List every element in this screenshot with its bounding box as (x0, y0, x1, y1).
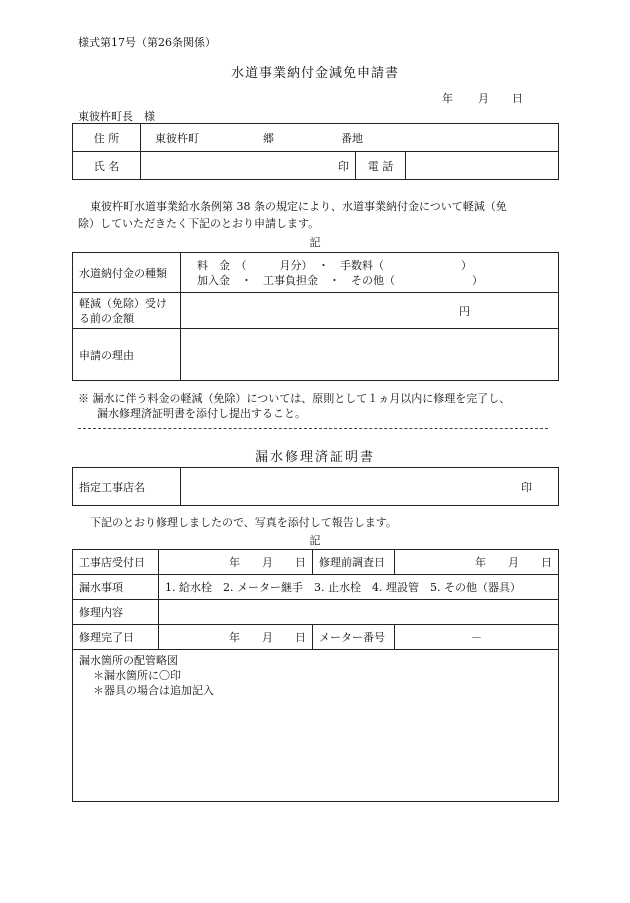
address-banchi: 番地 (341, 132, 363, 145)
cut-line-divider (78, 428, 548, 429)
note-line-2: 漏水修理済証明書を添付し提出すること。 (97, 407, 306, 420)
date-month: 月 (478, 92, 489, 105)
amount-label (73, 293, 181, 329)
repair-content-field[interactable] (159, 600, 559, 625)
certificate-ki-label: 記 (309, 534, 321, 547)
diagram-title: 漏水箇所の配管略図 (79, 654, 178, 667)
meter-label: メーター番号 (313, 625, 395, 650)
amount-field[interactable] (181, 293, 559, 329)
seal-mark: 印 (338, 159, 349, 173)
report-text: 下記のとおり修理しましたので、写真を添付して報告します。 (90, 516, 397, 529)
type-options[interactable] (181, 253, 559, 293)
diagram-area[interactable] (73, 650, 559, 802)
reason-field[interactable] (181, 329, 559, 381)
diagram-note-1: ＊漏水箇所に〇印 (93, 669, 181, 682)
contractor-label: 指定工事店名 (73, 468, 181, 506)
diagram-note-2: ＊器具の場合は追加記入 (93, 684, 214, 697)
note-line-1: ※ 漏水に伴う料金の軽減（免除）については、原則として１ヵ月以内に修理を完了し、 (78, 392, 511, 405)
applicant-table (72, 123, 559, 180)
address-label: 住 所 (73, 124, 141, 152)
received-label: 工事店受付日 (73, 550, 159, 575)
leak-item-label: 漏水事項 (73, 575, 159, 600)
name-label: 氏 名 (73, 152, 141, 180)
repair-content-label: 修理内容 (73, 600, 159, 625)
received-date-parts: 年 月 日 (229, 556, 306, 569)
inspection-date-field[interactable] (395, 550, 559, 575)
reason-label: 申請の理由 (73, 329, 181, 381)
inspection-date-parts: 年 月 日 (475, 556, 552, 569)
inspection-label: 修理前調査日 (313, 550, 395, 575)
completion-label: 修理完了日 (73, 625, 159, 650)
amount-unit: 円 (459, 305, 470, 318)
ki-label: 記 (309, 236, 321, 249)
repair-table (72, 549, 559, 802)
body-line-2: 除）していただきたく下記のとおり申請します。 (78, 217, 320, 230)
amount-label-1: 軽減（免除）受け (79, 296, 167, 310)
address-field[interactable] (141, 124, 559, 152)
body-line-1: 東彼杵町水道事業給水条例第 38 条の規定により、水道事業納付金について軽減（免 (90, 200, 507, 213)
contractor-field[interactable] (181, 468, 559, 506)
date-year: 年 (442, 92, 453, 105)
type-line-1: 料 金 （ 月分） ・ 手数料（ ） (197, 258, 472, 272)
form-number: 様式第17号（第26条関係） (78, 36, 216, 49)
phone-label: 電 話 (356, 152, 406, 180)
amount-label-2: る前の金額 (79, 311, 134, 325)
address-go: 郷 (263, 132, 274, 145)
type-line-2: 加入金 ・ 工事負担金 ・ その他（ ） (197, 273, 483, 287)
leak-options[interactable]: 1. 給水栓 2. メーター継手 3. 止水栓 4. 埋設管 5. その他（器具） (159, 575, 559, 600)
certificate-title: 漏水修理済証明書 (254, 450, 375, 465)
form-title: 水道事業納付金減免申請書 (230, 66, 399, 81)
received-date-field[interactable] (159, 550, 313, 575)
contractor-table (72, 467, 559, 506)
phone-field[interactable] (406, 152, 559, 180)
addressee: 東彼杵町長 様 (78, 110, 155, 123)
address-town: 東彼杵町 (155, 132, 199, 145)
completion-date-field[interactable] (159, 625, 313, 650)
meter-number-field[interactable]: － (395, 625, 559, 650)
details-table (72, 252, 559, 381)
completion-date-parts: 年 月 日 (229, 631, 306, 644)
contractor-seal: 印 (521, 480, 532, 494)
date-day: 日 (512, 92, 523, 105)
name-field[interactable] (141, 152, 356, 180)
type-label: 水道納付金の種類 (73, 253, 181, 293)
